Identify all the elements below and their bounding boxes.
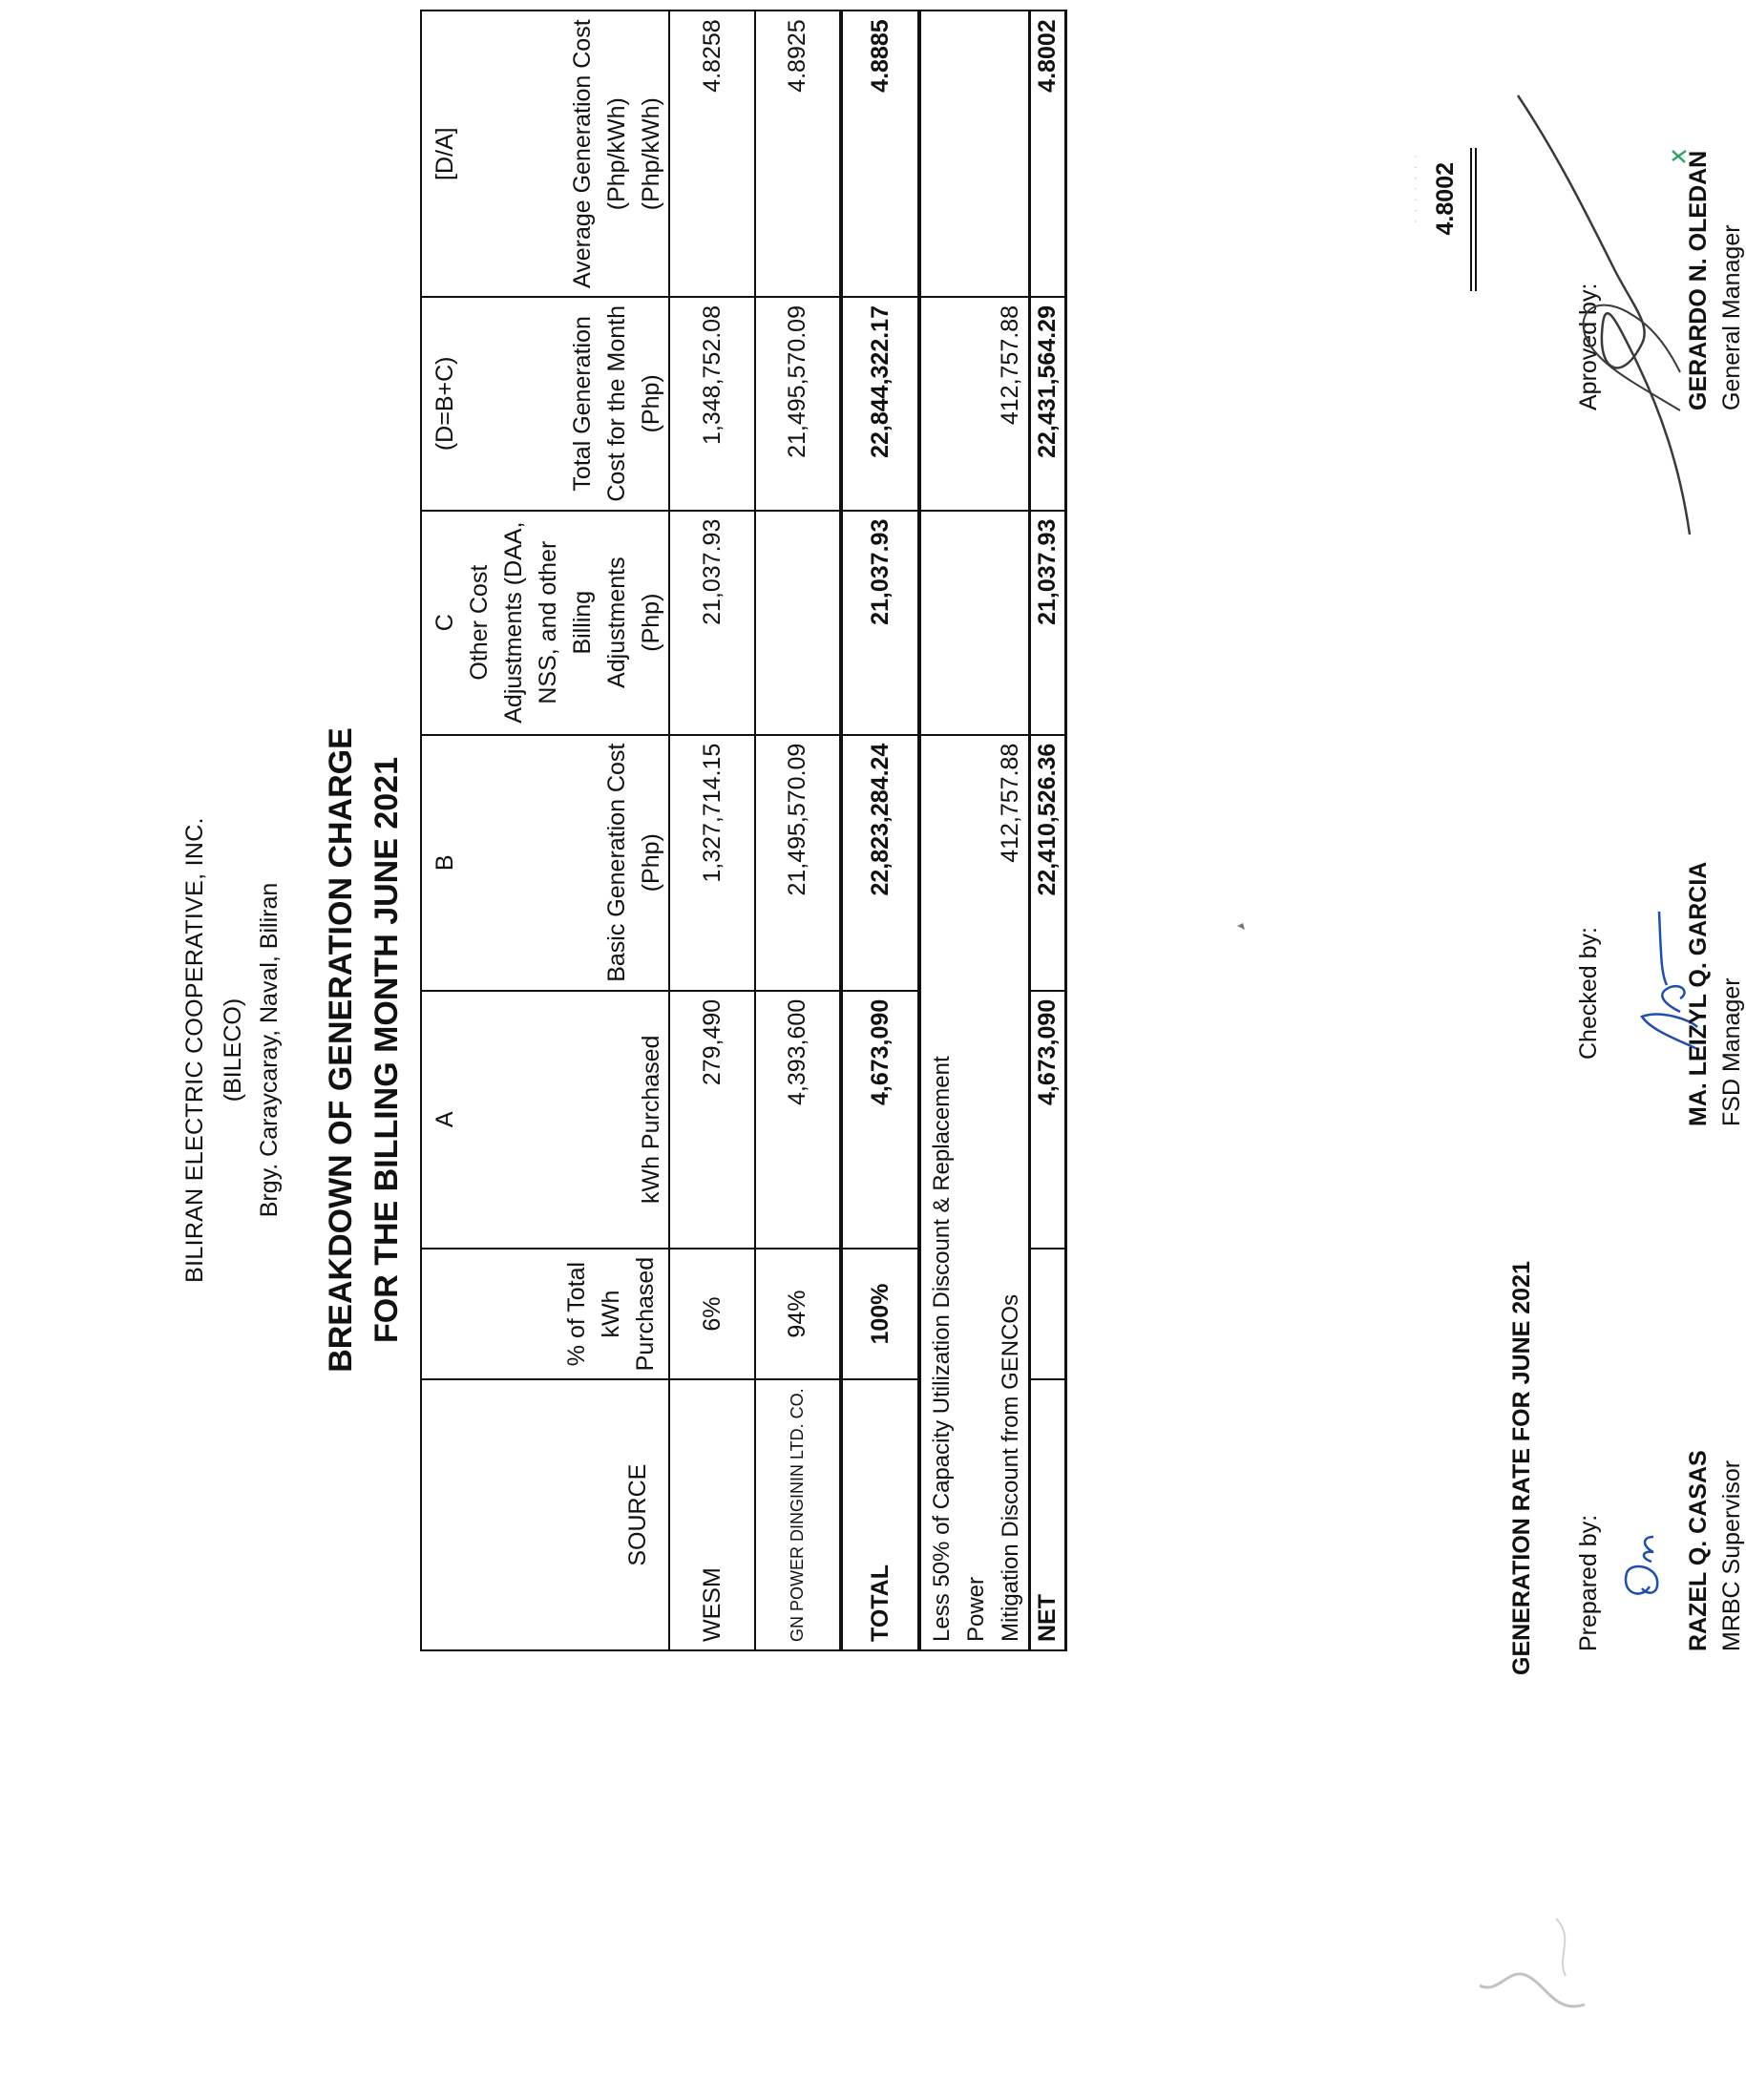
column-letter-avg: [D/A]: [431, 127, 458, 180]
table-row: [669, 10, 755, 1650]
scan-smudge-icon: [1461, 1900, 1594, 2043]
row-average-cost: 4.8925: [755, 10, 841, 297]
header-total-line: Cost for the Month: [603, 305, 630, 502]
header-percent: [421, 1249, 669, 1380]
checked-by-label: Checked by:: [1575, 927, 1602, 1060]
header-kwh-label: kWh Purchased: [638, 1035, 664, 1205]
header-avg-line: (Php/kWh): [638, 97, 664, 211]
dotted-mark: · · · · · · ·: [1408, 153, 1421, 223]
header-kwh: [421, 991, 669, 1249]
net-percent: [1030, 1249, 1066, 1380]
row-average-cost: 4.8258: [669, 10, 755, 297]
total-basic-cost: 22,823,284.24: [841, 735, 919, 991]
less-basic-cost: 412,757.88: [919, 735, 1030, 991]
net-label: NET: [1030, 1379, 1066, 1650]
organization-abbreviation: (BILECO): [220, 998, 246, 1102]
less-other-cost: [919, 511, 1030, 735]
approved-signature-icon: [1489, 57, 1709, 554]
row-percent: 94%: [755, 1249, 841, 1380]
net-kwh: 4,673,090: [1030, 991, 1066, 1249]
row-kwh: 4,393,600: [755, 991, 841, 1249]
net-average-cost: 4.8002: [1030, 10, 1066, 297]
total-other-cost: 21,037.93: [841, 511, 919, 735]
total-kwh: 4,673,090: [841, 991, 919, 1249]
generation-rate-value: 4.8002: [1432, 162, 1459, 236]
table-header-row: [421, 10, 669, 1650]
less-average-cost: [919, 10, 1030, 297]
scan-speck-icon: [1231, 916, 1251, 935]
net-row: [1030, 10, 1066, 1650]
approved-by-name: GERARDO N. OLEDAN: [1685, 150, 1712, 410]
organization-address: Brgy. Caraycaray, Naval, Biliran: [256, 882, 283, 1218]
total-total-cost: 22,844,322.17: [841, 297, 919, 511]
table-row: [755, 10, 841, 1650]
header-total-line: (Php): [638, 374, 664, 433]
header-source: [421, 1379, 669, 1650]
row-kwh: 279,490: [669, 991, 755, 1249]
approved-by-title: General Manager: [1718, 224, 1745, 410]
header-percent-line: kWh: [598, 1290, 624, 1338]
header-basic-cost: [421, 735, 669, 991]
row-source: GN POWER DINGININ LTD. CO.: [755, 1379, 841, 1650]
generation-rate-label: GENERATION RATE FOR JUNE 2021: [1508, 1261, 1535, 1675]
prepared-signature-icon: [1613, 1499, 1671, 1604]
less-discount-line: Mitigation Discount from GENCOs: [998, 1293, 1023, 1642]
net-other-cost: 21,037.93: [1030, 511, 1066, 735]
less-total-cost: 412,757.88: [919, 297, 1030, 511]
column-letter-d: (D=B+C): [431, 356, 458, 452]
header-basic-line: (Php): [638, 833, 664, 892]
organization-name: BILIRAN ELECTRIC COOPERATIVE, INC.: [181, 817, 208, 1283]
prepared-by-title: MRBC Supervisor: [1718, 1460, 1745, 1651]
approved-by-label: Aproved by:: [1575, 283, 1602, 410]
header-other-line: Adjustments: [603, 556, 630, 688]
header-avg-line: Average Generation Cost: [569, 19, 596, 288]
total-label: TOTAL: [841, 1379, 919, 1650]
checked-by-title: FSD Manager: [1718, 977, 1745, 1126]
header-other-line: Adjustments (DAA,: [500, 521, 527, 724]
column-letter-a: A: [431, 1111, 458, 1128]
net-total-cost: 22,431,564.29: [1030, 297, 1066, 511]
checked-by-name: MA. LEIZYL Q. GARCIA: [1685, 861, 1712, 1126]
header-total-line: Total Generation: [569, 316, 596, 492]
less-discount-label: [919, 991, 1030, 1650]
row-basic-cost: 1,327,714.15: [669, 735, 755, 991]
prepared-by-name: RAZEL Q. CASAS: [1685, 1450, 1712, 1651]
header-other-line: Other Cost: [466, 564, 493, 681]
generation-charge-table: [420, 10, 1067, 1651]
less-discount-row: [919, 10, 1030, 1650]
net-basic-cost: 22,410,526.36: [1030, 735, 1066, 991]
header-avg-line: (Php/kWh): [603, 97, 630, 211]
header-other-line: (Php): [638, 593, 664, 652]
header-percent-line: Purchased: [632, 1256, 659, 1372]
total-row: [841, 10, 919, 1650]
row-total-cost: 1,348,752.08: [669, 297, 755, 511]
header-average-cost: [421, 10, 669, 297]
total-average-cost: 4.8885: [841, 10, 919, 297]
document-title: BREAKDOWN OF GENERATION CHARGE: [323, 727, 359, 1373]
row-other-cost: [755, 511, 841, 735]
header-basic-line: Basic Generation Cost: [603, 743, 630, 982]
row-source: WESM: [669, 1379, 755, 1650]
document-subtitle: FOR THE BILLING MONTH JUNE 2021: [368, 757, 405, 1343]
row-basic-cost: 21,495,570.09: [755, 735, 841, 991]
header-total-cost: [421, 297, 669, 511]
row-total-cost: 21,495,570.09: [755, 297, 841, 511]
header-other-line: NSS, and other: [535, 540, 561, 704]
header-percent-line: % of Total: [563, 1261, 590, 1367]
prepared-by-label: Prepared by:: [1575, 1514, 1602, 1651]
total-percent: 100%: [841, 1249, 919, 1380]
row-percent: 6%: [669, 1249, 755, 1380]
header-source-label: SOURCE: [624, 1463, 651, 1566]
double-underline: [1470, 148, 1477, 291]
row-other-cost: 21,037.93: [669, 511, 755, 735]
header-other-line: Billing: [569, 590, 596, 655]
less-discount-line: Less 50% of Capacity Utilization Discount & Replacement Power: [929, 1056, 989, 1642]
header-other-cost: [421, 511, 669, 735]
column-letter-b: B: [431, 854, 458, 872]
column-letter-c: C: [431, 614, 458, 632]
